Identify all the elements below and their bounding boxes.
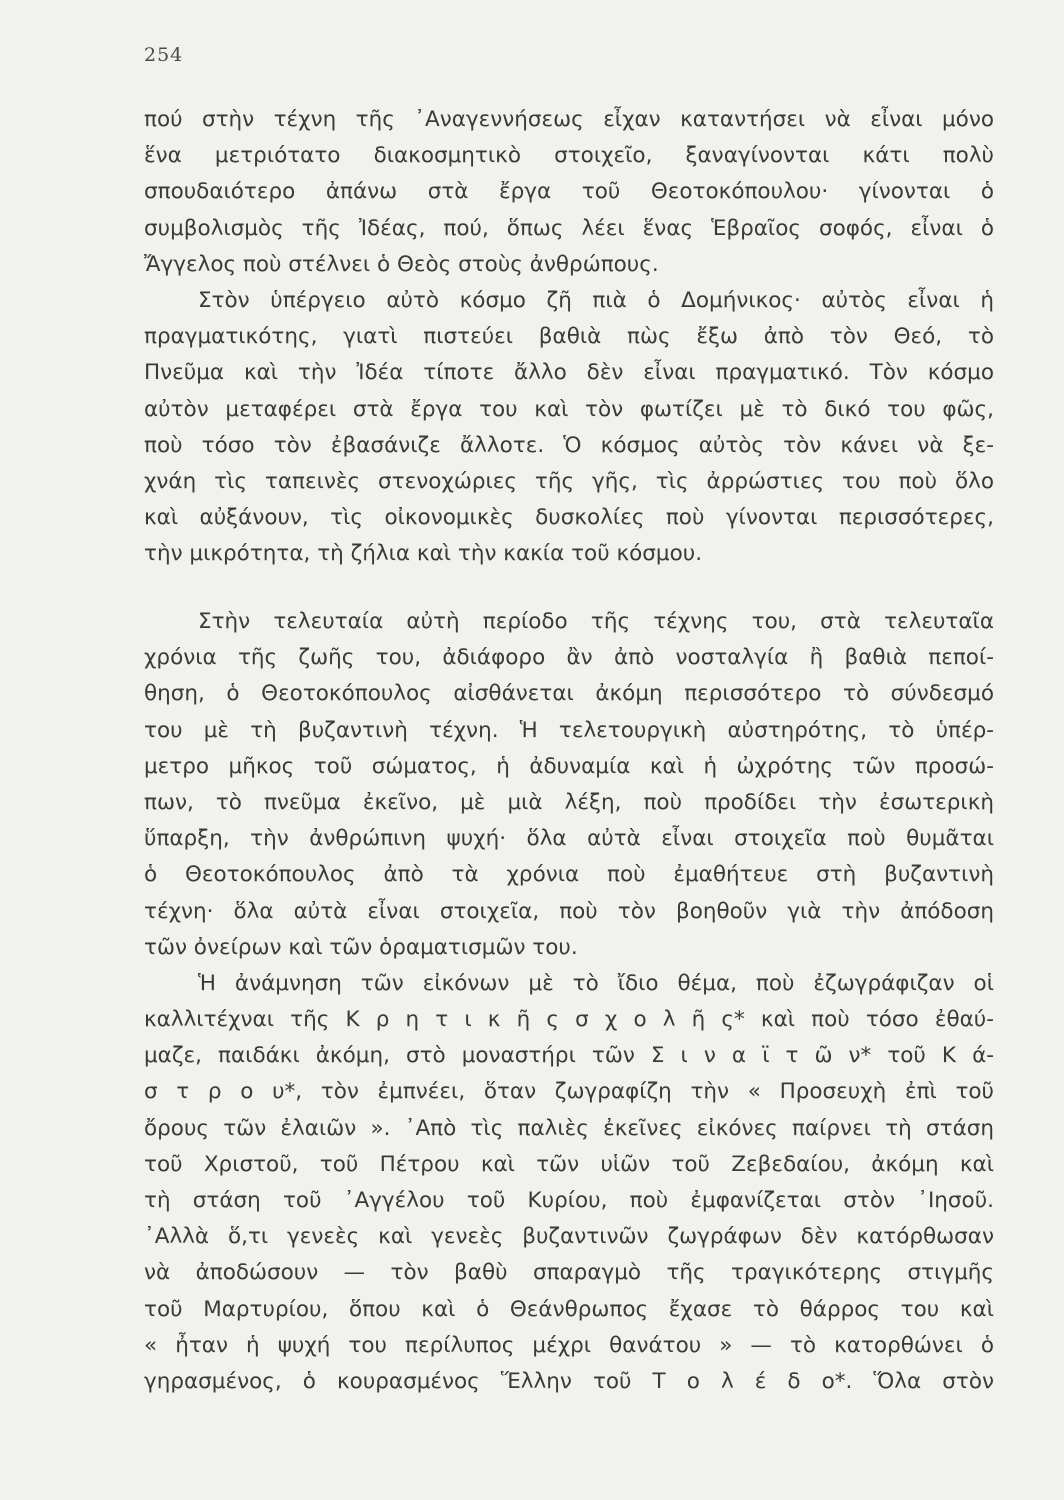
paragraph-3: [144, 604, 994, 966]
text-line: νὰ ἀποδώσουν — τὸν βαθὺ σπαραγμὸ τῆς τραγικότερης στιγμῆς: [144, 1260, 994, 1286]
text-line: τῶν ὀνείρων καὶ τῶν ὁραματισμῶν του.: [144, 934, 578, 960]
text-line: γηρασμένος, ὁ κουρασμένος Ἕλλην τοῦ Τ ο λ έ δ ο*. Ὅλα στὸν: [144, 1368, 994, 1394]
text-line: τοῦ Χριστοῦ, τοῦ Πέτρου καὶ τῶν υἱῶν τοῦ Ζεβεδαίου, ἀκόμη καὶ: [144, 1151, 994, 1177]
text-line: ἕνα μετριότατο διακοσμητικὸ στοιχεῖο, ξαναγίνονται κάτι πολὺ: [144, 143, 994, 169]
text-line: ὄρους τῶν ἐλαιῶν ». ᾿Απὸ τὶς παλιὲς ἐκεῖνες εἰκόνες παίρνει τὴ στάση: [144, 1115, 994, 1141]
text-line: θηση, ὁ Θεοτοκόπουλος αἰσθάνεται ἀκόμη περισσότερο τὸ σύνδεσμό: [144, 681, 994, 707]
text-line: Πνεῦμα καὶ τὴν Ἰδέα τίποτε ἄλλο δὲν εἶναι πραγματικό. Τὸν κόσμο: [144, 360, 994, 386]
text-line: τὴ στάση τοῦ ᾿Αγγέλου τοῦ Κυρίου, ποὺ ἐμφανίζεται στὸν ᾿Ιησοῦ.: [144, 1188, 994, 1213]
text-line: τὴν μικρότητα, τὴ ζήλια καὶ τὴν κακία τοῦ κόσμου.: [144, 541, 703, 567]
text-line: χνάη τὶς ταπεινὲς στενοχώριες τῆς γῆς, τὶς ἀρρώστιες του ποὺ ὅλο: [144, 468, 994, 494]
text-line: συμβολισμὸς τῆς Ἰδέας, πού, ὅπως λέει ἕνας Ἑβραῖος σοφός, εἶναι ὁ: [144, 215, 994, 241]
text-line: τοῦ Μαρτυρίου, ὅπου καὶ ὁ Θεάνθρωπος ἔχασε τὸ θάρρος του καὶ: [144, 1296, 994, 1322]
text-line: ὕπαρξη, τὴν ἀνθρώπινη ψυχή· ὅλα αὐτὰ εἶναι στοιχεῖα ποὺ θυμᾶται: [144, 826, 994, 852]
text-line: ᾿Αλλὰ ὅ,τι γενεὲς καὶ γενεὲς βυζαντινῶν ζωγράφων δὲν κατόρθωσαν: [144, 1224, 994, 1250]
text-line: « ἦταν ἡ ψυχή του περίλυπος μέχρι θανάτου » — τὸ κατορθώνει ὁ: [144, 1332, 994, 1358]
text-line: σ τ ρ ο υ*, τὸν ἐμπνέει, ὅταν ζωγραφίζη τὴν « Προσευχὴ ἐπὶ τοῦ: [144, 1079, 994, 1105]
text-line: χρόνια τῆς ζωῆς του, ἀδιάφορο ἂν ἀπὸ νοσταλγία ἢ βαθιὰ πεποί-: [144, 645, 994, 671]
text-line: Ἡ ἀνάμνηση τῶν εἰκόνων μὲ τὸ ἴδιο θέμα, ποὺ ἐζωγράφιζαν οἱ: [198, 970, 994, 996]
text-line: ποὺ τόσο τὸν ἐβασάνιζε ἄλλοτε. Ὁ κόσμος αὐτὸς τὸν κάνει νὰ ξε-: [144, 432, 994, 458]
text-line: πων, τὸ πνεῦμα ἐκεῖνο, μὲ μιὰ λέξη, ποὺ προδίδει τὴν ἐσωτερικὴ: [144, 789, 994, 815]
paragraph-1: [144, 102, 994, 283]
text-line: Ἄγγελος ποὺ στέλνει ὁ Θεὸς στοὺς ἀνθρώπους.: [144, 251, 659, 277]
text-line: μαζε, παιδάκι ἀκόμη, στὸ μοναστήρι τῶν Σ ι ν α ϊ τ ῶ ν* τοῦ Κ ά-: [144, 1043, 994, 1069]
text-line: μετρο μῆκος τοῦ σώματος, ἡ ἀδυναμία καὶ ἡ ὠχρότης τῶν προσώ-: [144, 753, 994, 779]
text-line: καὶ αὐξάνουν, τὶς οἰκονομικὲς δυσκολίες ποὺ γίνονται περισσότερες,: [144, 505, 994, 531]
text-block-lower: [144, 604, 994, 1400]
text-line: του μὲ τὴ βυζαντινὴ τέχνη. Ἡ τελετουργικὴ αὐστηρότης, τὸ ὑπέρ-: [144, 717, 994, 743]
text-line: καλλιτέχναι τῆς Κ ρ η τ ι κ ῆ ς σ χ ο λ ῆ ς* καὶ ποὺ τόσο ἐθαύ-: [144, 1007, 994, 1033]
text-line: αὐτὸν μεταφέρει στὰ ἔργα του καὶ τὸν φωτίζει μὲ τὸ δικό του φῶς,: [144, 396, 994, 422]
text-line: Στὴν τελευταία αὐτὴ περίοδο τῆς τέχνης του, στὰ τελευταῖα: [198, 609, 994, 634]
page-number: 254: [144, 44, 184, 66]
text-line: τέχνη· ὅλα αὐτὰ εἶναι στοιχεῖα, ποὺ τὸν βοηθοῦν γιὰ τὴν ἀπόδοση: [144, 898, 994, 924]
paragraph-2: [144, 283, 994, 573]
paragraph-4: [144, 966, 994, 1400]
text-line: ὁ Θεοτοκόπουλος ἀπὸ τὰ χρόνια ποὺ ἐμαθήτευε στὴ βυζαντινὴ: [144, 862, 994, 888]
text-line: Στὸν ὑπέργειο αὐτὸ κόσμο ζῆ πιὰ ὁ Δομήνικος· αὐτὸς εἶναι ἡ: [198, 287, 994, 313]
text-block-upper: [144, 102, 994, 572]
text-line: πραγματικότης, γιατὶ πιστεύει βαθιὰ πὼς ἔξω ἀπὸ τὸν Θεό, τὸ: [144, 324, 994, 350]
text-line: πού στὴν τέχνη τῆς ᾿Αναγεννήσεως εἶχαν καταντήσει νὰ εἶναι μόνο: [144, 107, 994, 132]
text-line: σπουδαιότερο ἀπάνω στὰ ἔργα τοῦ Θεοτοκόπουλου· γίνονται ὁ: [144, 179, 994, 205]
